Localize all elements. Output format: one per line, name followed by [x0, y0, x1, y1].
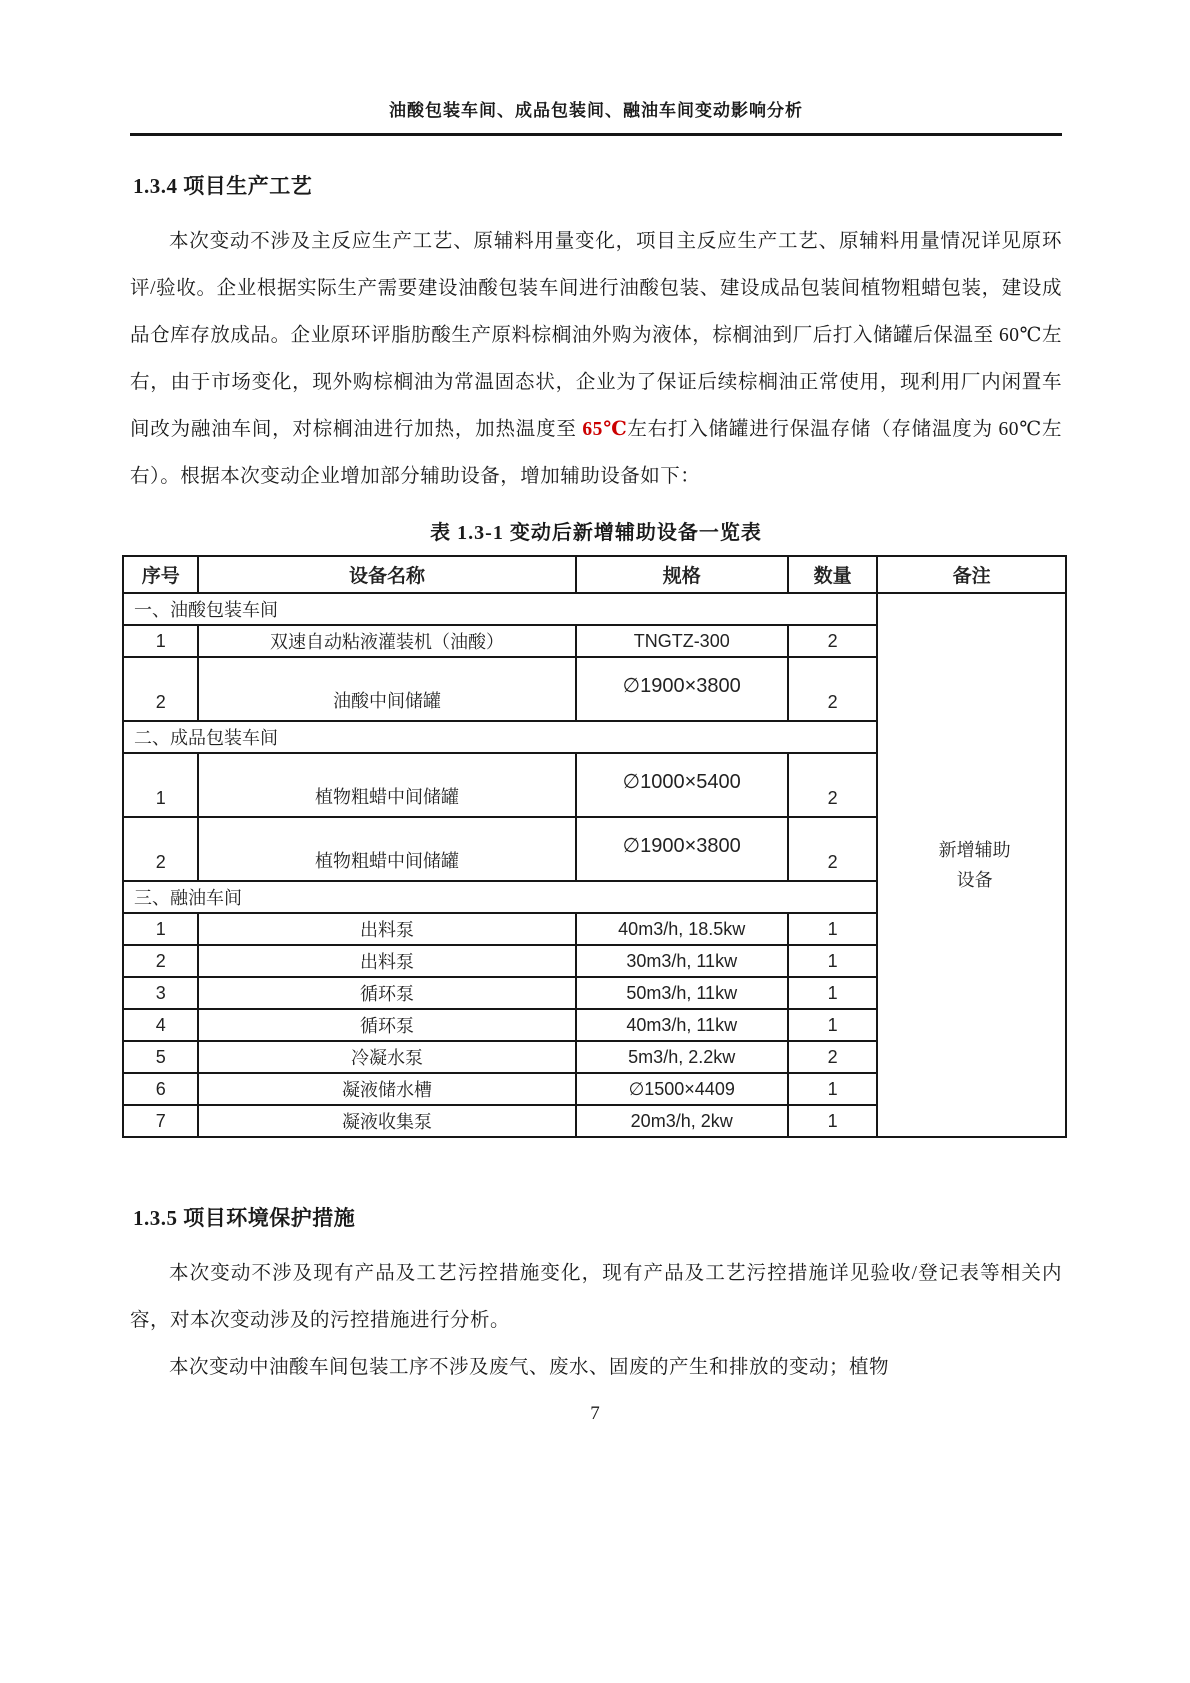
cell-no: 2: [123, 817, 198, 881]
header-divider-rule: [130, 133, 1062, 136]
cell-spec: ∅1900×3800: [576, 817, 788, 881]
remark-cell: [877, 593, 1066, 1137]
cell-qty: 1: [788, 1105, 878, 1137]
cell-spec: 50m3/h, 11kw: [576, 977, 788, 1009]
cell-spec: ∅1000×5400: [576, 753, 788, 817]
cell-spec: 40m3/h, 18.5kw: [576, 913, 788, 945]
cell-name: 凝液储水槽: [198, 1073, 575, 1105]
cell-qty: 2: [788, 657, 878, 721]
equipment-table: [122, 555, 1067, 1138]
page-number: 7: [590, 1403, 600, 1424]
cell-no: 1: [123, 625, 198, 657]
cell-name: 植物粗蜡中间储罐: [198, 817, 575, 881]
cell-no: 4: [123, 1009, 198, 1041]
cell-no: 1: [123, 753, 198, 817]
running-header-title: 油酸包装车间、成品包装间、融油车间变动影响分析: [389, 101, 803, 120]
paragraph-text-part2: 左右打入储罐进行保温存储（存储温度为 60℃左右）。根据本次变动企业增加部分辅助设备，增加辅助设备如下：: [130, 419, 1062, 487]
cell-no: 6: [123, 1073, 198, 1105]
cell-no: 2: [123, 657, 198, 721]
cell-spec: ∅1900×3800: [576, 657, 788, 721]
cell-no: 3: [123, 977, 198, 1009]
section-heading-135: 1.3.5 项目环境保护措施: [133, 1206, 356, 1230]
cell-no: 1: [123, 913, 198, 945]
cell-qty: 1: [788, 945, 878, 977]
table-header-row: [123, 556, 1066, 593]
cell-spec: 30m3/h, 11kw: [576, 945, 788, 977]
highlighted-temperature-value: 65℃: [582, 419, 628, 440]
cell-no: 7: [123, 1105, 198, 1137]
table-title: 表 1.3-1 变动后新增辅助设备一览表: [430, 522, 762, 544]
cell-qty: 1: [788, 1073, 878, 1105]
cell-name: 循环泵: [198, 1009, 575, 1041]
cell-qty: 1: [788, 913, 878, 945]
header-cell-no: 序号: [123, 556, 198, 593]
header-cell-remark: 备注: [877, 556, 1066, 593]
cell-qty: 1: [788, 1009, 878, 1041]
cell-no: 2: [123, 945, 198, 977]
header-cell-qty: 数量: [788, 556, 878, 593]
paragraph-process-description: [130, 218, 1062, 500]
header-cell-spec: 规格: [576, 556, 788, 593]
cell-spec: 5m3/h, 2.2kw: [576, 1041, 788, 1073]
cell-qty: 2: [788, 753, 878, 817]
cell-no: 5: [123, 1041, 198, 1073]
paragraph-env-protection-2: 本次变动中油酸车间包装工序不涉及废气、废水、固废的产生和排放的变动；植物: [169, 1357, 890, 1378]
section-row-oleic-workshop: [123, 593, 1066, 625]
section-heading-134: 1.3.4 项目生产工艺: [133, 174, 313, 198]
remark-text: 新增辅助设备: [938, 840, 1011, 890]
cell-name: 植物粗蜡中间储罐: [198, 753, 575, 817]
cell-qty: 1: [788, 977, 878, 1009]
section-label: 三、融油车间: [123, 881, 877, 913]
cell-name: 出料泵: [198, 945, 575, 977]
cell-spec: TNGTZ-300: [576, 625, 788, 657]
cell-name: 双速自动粘液灌装机（油酸）: [198, 625, 575, 657]
cell-name: 冷凝水泵: [198, 1041, 575, 1073]
cell-qty: 2: [788, 1041, 878, 1073]
paragraph-env-protection-1: 本次变动不涉及现有产品及工艺污控措施变化，现有产品及工艺污控措施详见验收/登记表等相关内容，对本次变动涉及的污控措施进行分析。: [130, 1263, 1062, 1331]
cell-spec: 20m3/h, 2kw: [576, 1105, 788, 1137]
cell-name: 循环泵: [198, 977, 575, 1009]
cell-qty: 2: [788, 625, 878, 657]
header-cell-name: 设备名称: [198, 556, 575, 593]
cell-name: 出料泵: [198, 913, 575, 945]
section-label: 一、油酸包装车间: [123, 593, 877, 625]
section-label: 二、成品包装车间: [123, 721, 877, 753]
paragraph-text-part1: 本次变动不涉及主反应生产工艺、原辅料用量变化，项目主反应生产工艺、原辅料用量情况详见原环评/验收。企业根据实际生产需要建设油酸包装车间进行油酸包装、建设成品包装间植物粗蜡包装，建设成品仓库存放成品。企业原环评脂肪酸生产原料棕榈油外购为液体，棕榈油到厂后打入储罐后保温至 60℃左右，由于市场变化，现外购棕榈油为常温固态状，企业为了保证后续棕榈油正常使用，现利用厂内闲置车间改为融油车间，对棕榈油进行加热，加热温度至: [130, 231, 1062, 440]
cell-name: 凝液收集泵: [198, 1105, 575, 1137]
cell-spec: ∅1500×4409: [576, 1073, 788, 1105]
cell-name: 油酸中间储罐: [198, 657, 575, 721]
cell-spec: 40m3/h, 11kw: [576, 1009, 788, 1041]
cell-qty: 2: [788, 817, 878, 881]
